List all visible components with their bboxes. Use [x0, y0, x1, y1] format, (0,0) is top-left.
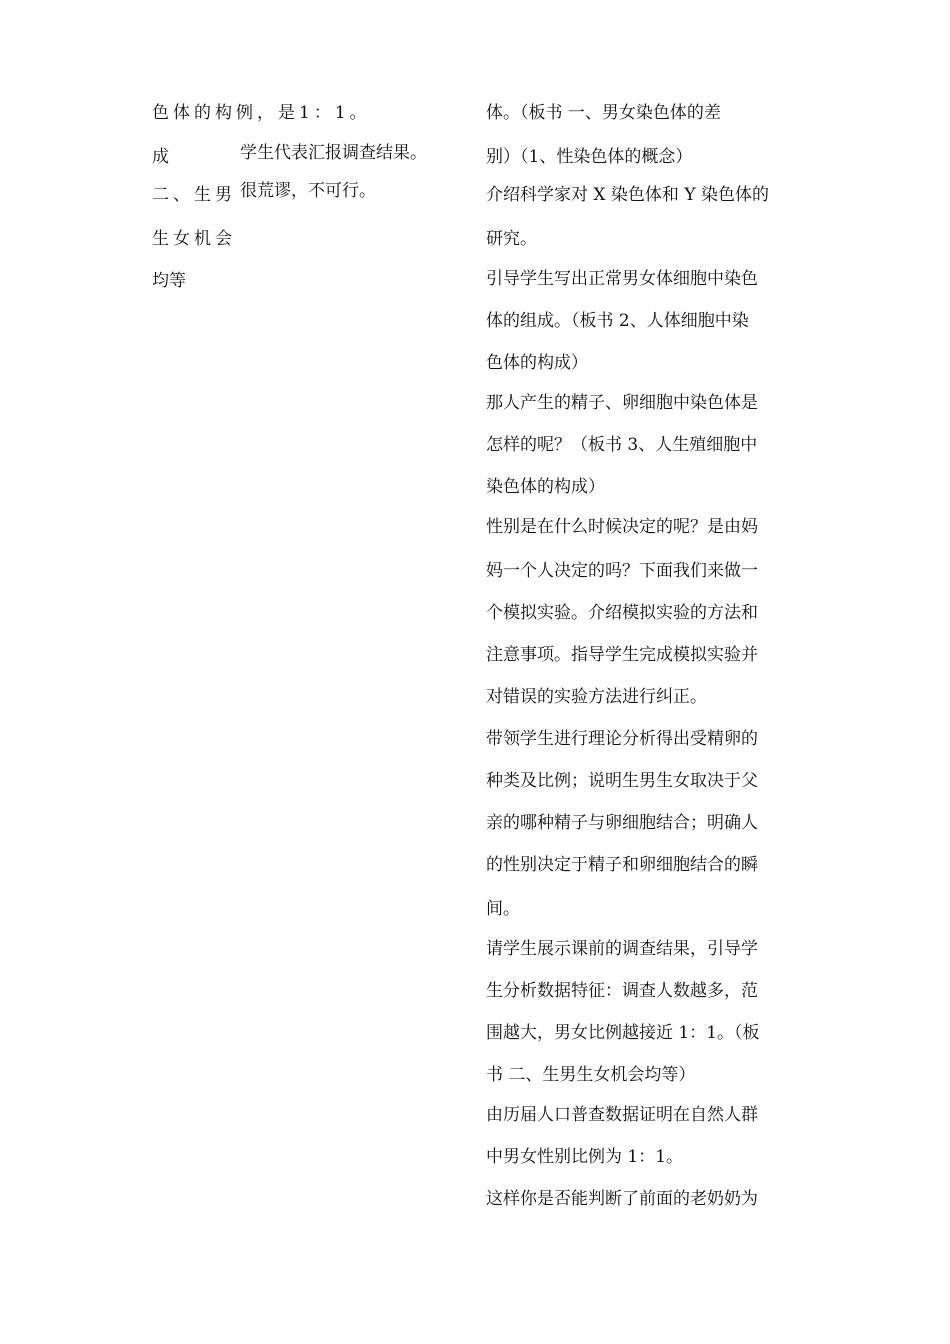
- right-text-line: 请学生展示课前的调查结果，引导学: [486, 939, 758, 959]
- left-text-line-3b: 很荒谬，不可行。: [240, 181, 376, 201]
- left-text-line-1: 色体的构例，是1：1。: [152, 103, 371, 123]
- right-text-line: 种类及比例；说明生男生女取决于父: [486, 771, 758, 791]
- left-text-line-2a: 成: [152, 147, 169, 167]
- right-text-line: 研究。: [486, 229, 537, 249]
- right-text-line: 体。（板书 一、男女染色体的差: [486, 103, 721, 123]
- left-text-line-2b: 学生代表汇报调查结果。: [240, 143, 427, 163]
- right-text-line: 色体的构成）: [486, 353, 588, 373]
- right-text-line: 性别是在什么时候决定的呢？是由妈: [486, 517, 758, 537]
- right-text-line: 亲的哪种精子与卵细胞结合；明确人: [486, 813, 758, 833]
- left-text-line-3a: 二、生男: [152, 185, 236, 205]
- right-text-line: 中男女性别比例为 1：1。: [486, 1147, 684, 1167]
- right-text-line: 别）（1、性染色体的概念）: [486, 147, 693, 167]
- right-text-line: 那人产生的精子、卵细胞中染色体是: [486, 393, 758, 413]
- right-text-line: 注意事项。指导学生完成模拟实验并: [486, 645, 758, 665]
- right-text-line: 介绍科学家对 X 染色体和 Y 染色体的: [486, 185, 769, 205]
- right-text-line: 对错误的实验方法进行纠正。: [486, 687, 707, 707]
- right-text-line: 这样你是否能判断了前面的老奶奶为: [486, 1189, 758, 1209]
- right-text-line: 带领学生进行理论分析得出受精卵的: [486, 729, 758, 749]
- right-text-line: 生分析数据特征：调查人数越多，范: [486, 981, 758, 1001]
- right-text-line: 个模拟实验。介绍模拟实验的方法和: [486, 603, 758, 623]
- right-text-line: 的性别决定于精子和卵细胞结合的瞬: [486, 855, 758, 875]
- left-text-line-4: 生女机会: [152, 229, 236, 249]
- right-text-line: 围越大，男女比例越接近 1：1。（板: [486, 1023, 760, 1043]
- right-text-line: 体的组成。（板书 2、人体细胞中染: [486, 311, 749, 331]
- left-text-line-5: 均等: [152, 271, 186, 291]
- right-text-line: 书 二、生男生女机会均等）: [486, 1065, 696, 1085]
- right-text-line: 怎样的呢？（板书 3、人生殖细胞中: [486, 435, 758, 455]
- right-text-line: 间。: [486, 899, 520, 919]
- right-text-line: 染色体的构成）: [486, 477, 605, 497]
- right-text-line: 引导学生写出正常男女体细胞中染色: [486, 269, 758, 289]
- right-text-line: 由历届人口普查数据证明在自然人群: [486, 1105, 758, 1125]
- right-text-line: 妈一个人决定的吗？下面我们来做一: [486, 561, 758, 581]
